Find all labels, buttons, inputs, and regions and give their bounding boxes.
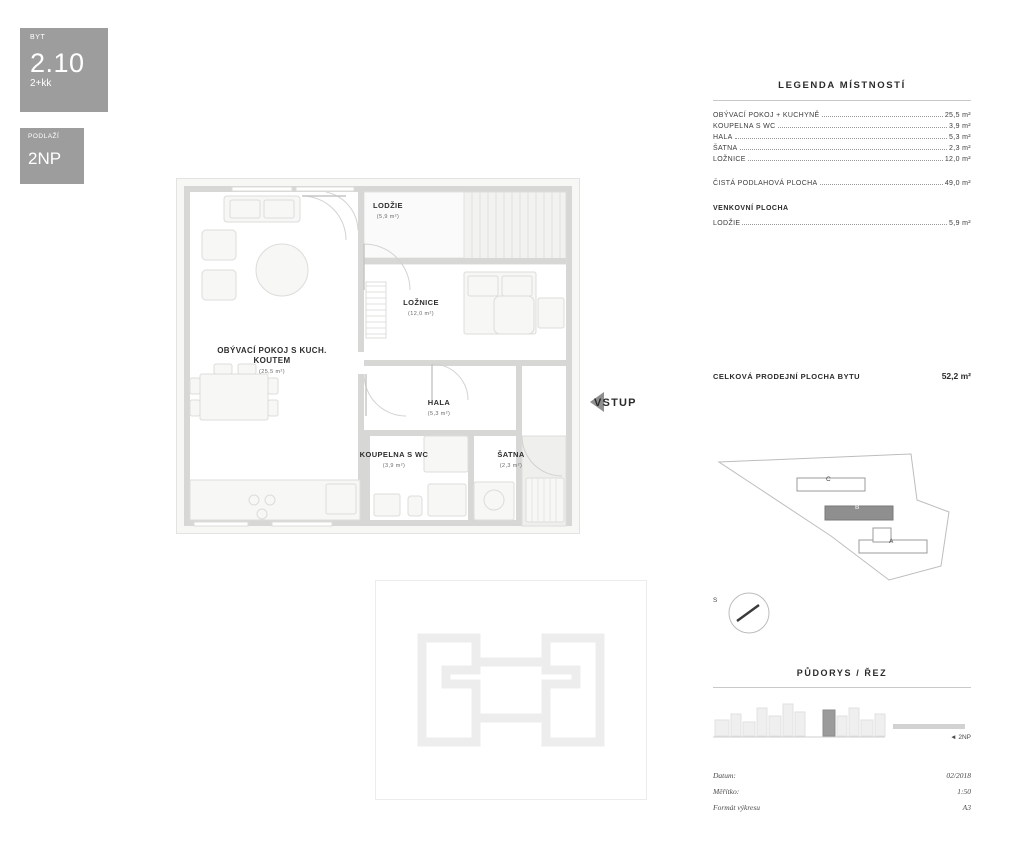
site-plan-drawing [713,440,971,600]
brand-logo-icon [416,632,606,748]
legend-dots [822,110,943,117]
room-label-loggia-area: (5,9 m²) [376,214,400,220]
meta-label: Měřítko: [713,787,740,796]
section-panel-title: PŮDORYS / ŘEZ [796,668,888,678]
legend-room-name: LOŽNICE [713,156,746,163]
site-plan [713,440,971,630]
legend-outdoor-value: 5,9 m² [949,220,971,227]
site-building-label-a: A [889,538,894,545]
legend-dots [820,178,943,185]
meta-value: A3 [962,803,971,812]
room-label-living-name: OBÝVACÍ POKOJ S KUCH. KOUTEM [217,346,327,365]
floor-badge [20,128,84,184]
legend-room-name: KOUPELNA S WC [713,123,776,130]
meta-label: Datum: [713,771,736,780]
legend-outdoor-name: LODŽIE [713,220,741,227]
room-label-living-area: (25,5 m²) [259,369,285,375]
legend-row [713,121,971,132]
total-sellable-area [713,371,971,381]
legend-room-value: 2,3 m² [949,145,971,152]
room-label-bedroom-area: (12,0 m²) [408,311,434,317]
unit-badge [20,28,108,112]
unit-badge-label: BYT [30,34,46,41]
room-label-wardrobe-name: ŠATNA [497,450,525,459]
room-label-living [212,346,332,377]
section-panel [713,668,971,740]
meta-row [713,800,971,816]
site-building-label-c: C [826,476,832,483]
compass-icon [721,585,777,641]
meta-value: 02/2018 [946,771,971,780]
legend-room-value: 5,3 m² [949,134,971,141]
section-floor-marker-label: 2NP [958,734,971,741]
room-label-loggia [348,201,428,222]
room-label-bathroom-area: (3,9 m²) [382,463,406,469]
legend-row [713,132,971,143]
total-sellable-area-value: 52,2 m² [941,371,971,381]
legend-row [713,110,971,121]
building-section-diagram [713,696,971,740]
logo-watermark [375,580,647,800]
room-label-wardrobe-area: (2,3 m²) [499,463,523,469]
legend-room-value: 25,5 m² [944,112,971,119]
legend-dots [748,154,943,161]
room-label-loggia-name: LODŽIE [373,201,403,210]
legend-dots [742,218,947,225]
floor-badge-value: 2NP [28,149,62,168]
legend-row [713,143,971,154]
legend-room-name: HALA [713,134,733,141]
total-sellable-area-label: CELKOVÁ PRODEJNÍ PLOCHA BYTU [713,372,861,381]
legend-divider [713,100,971,101]
room-label-bedroom-name: LOŽNICE [403,298,439,307]
legend-net-area-value: 49,0 m² [944,180,971,187]
compass-label-south: S [713,597,718,604]
legend-outdoor-title: VENKOVNÍ PLOCHA [713,205,789,212]
room-label-wardrobe [476,450,546,471]
section-floor-marker-arrow: ◄ [950,734,959,741]
meta-label: Formát výkresu [713,803,760,812]
legend-dots [778,121,948,128]
meta-row [713,768,971,784]
section-divider [713,687,971,688]
room-label-hall-area: (5,3 m²) [427,411,451,417]
floor-badge-label: PODLAŽÍ [28,133,60,140]
legend-outdoor-row [713,218,971,229]
room-label-hall-name: HALA [427,398,451,407]
room-label-bathroom-name: KOUPELNA S WC [359,450,429,459]
meta-value: 1:50 [957,787,971,796]
room-label-bedroom [376,298,466,319]
drawing-meta [713,768,971,816]
legend-room-name: ŠATNA [713,145,738,152]
section-diagram-drawing [713,696,971,740]
floor-plan [176,178,580,534]
legend-rows [713,110,971,229]
site-building-label-b: B [855,504,860,511]
legend-room-value: 3,9 m² [949,123,971,130]
legend-room-name: OBÝVACÍ POKOJ + KUCHYNĚ [713,112,820,119]
room-label-bathroom [354,450,434,471]
room-legend [713,80,971,229]
room-label-hall [404,398,474,419]
legend-net-area-row [713,178,971,189]
legend-dots [740,143,947,150]
unit-number: 2.10 [30,48,85,78]
legend-net-area-name: ČISTÁ PODLAHOVÁ PLOCHA [713,180,818,187]
room-legend-title: LEGENDA MÍSTNOSTÍ [778,80,906,91]
legend-row [713,154,971,165]
entrance-label: VSTUP [594,397,637,409]
legend-room-value: 12,0 m² [944,156,971,163]
legend-dots [735,132,947,139]
section-floor-marker [950,734,971,741]
meta-row [713,784,971,800]
unit-type: 2+kk [30,78,52,89]
